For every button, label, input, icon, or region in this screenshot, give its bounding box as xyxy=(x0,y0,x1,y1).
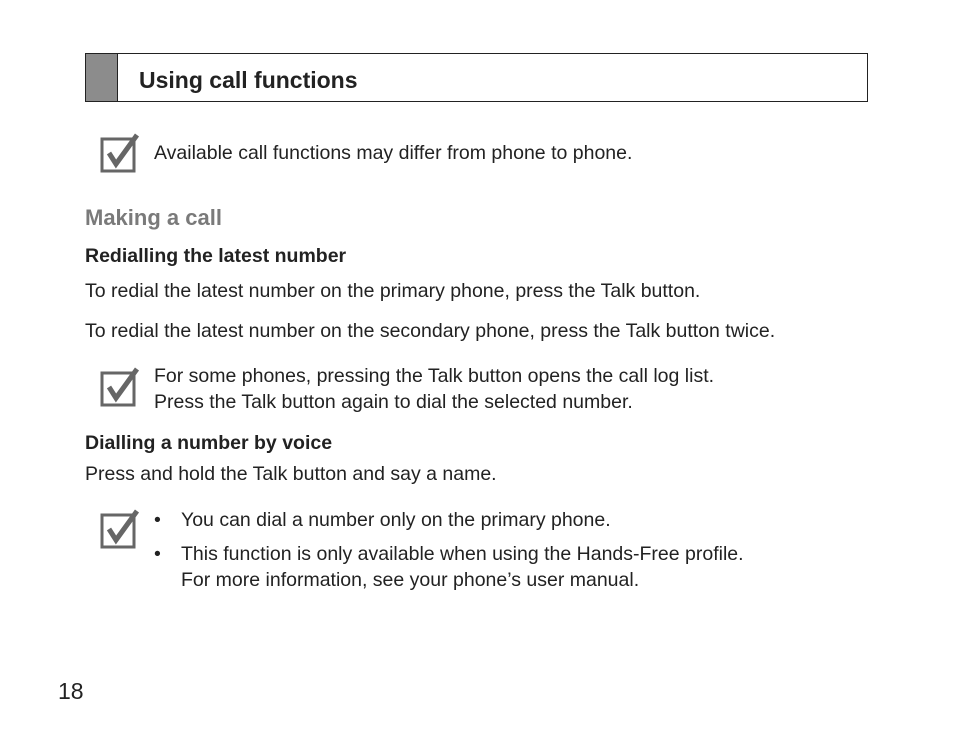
note-text: Available call functions may differ from phone to phone. xyxy=(154,142,633,164)
bullet-marker: • xyxy=(154,543,161,565)
paragraph: To redial the latest number on the secondary phone, press the Talk button twice. xyxy=(85,320,776,342)
header-tab-marker xyxy=(86,54,118,101)
subsection-title: Dialling a number by voice xyxy=(85,432,333,454)
note-text-line: Press the Talk button again to dial the selected number. xyxy=(154,391,633,413)
bullet-text: For more information, see your phone’s user manual. xyxy=(181,569,640,591)
note-text-line: For some phones, pressing the Talk button opens the call log list. xyxy=(154,365,715,387)
bullet-marker: • xyxy=(154,509,161,531)
checkbox-check-icon xyxy=(100,133,140,173)
page-title: Using call functions xyxy=(139,67,358,93)
section-title: Making a call xyxy=(85,205,222,230)
bullet-text: You can dial a number only on the primary phone. xyxy=(181,509,611,531)
checkbox-check-icon xyxy=(100,367,140,407)
paragraph: To redial the latest number on the primary phone, press the Talk button. xyxy=(85,280,701,302)
checkbox-check-icon xyxy=(100,509,140,549)
bullet-text: This function is only available when using the Hands-Free profile. xyxy=(181,543,744,565)
paragraph: Press and hold the Talk button and say a name. xyxy=(85,463,497,485)
section-header xyxy=(85,53,868,102)
subsection-title: Redialling the latest number xyxy=(85,245,347,267)
page-number: 18 xyxy=(58,678,84,704)
